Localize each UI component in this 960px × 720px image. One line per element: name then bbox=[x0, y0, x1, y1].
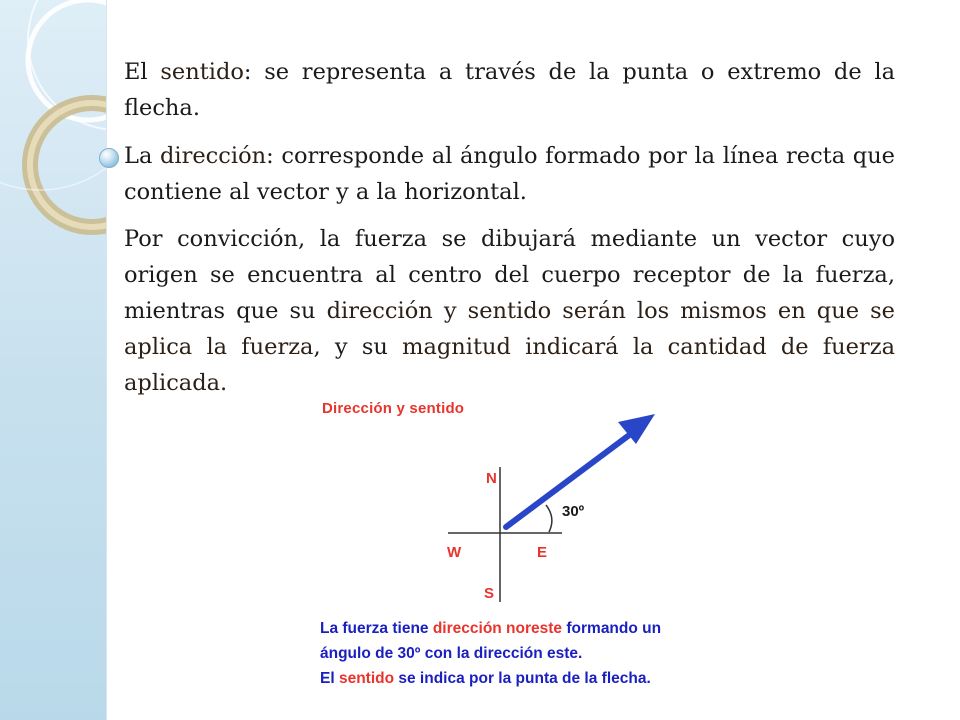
label-north: N bbox=[486, 470, 497, 487]
caption-line-1: La fuerza tiene dirección noreste formando un bbox=[320, 620, 662, 637]
term-sentido: sentido bbox=[160, 59, 244, 85]
paragraph-conviccion: Por convicción, la fuerza se dibujará mediante un vector cuyo origen se encuentra al centro del cuerpo receptor de la fuerza, mientras que su dirección y sentido serán los mismos en que se aplica la fuerza, y su magnitud indicará la cantidad de fuerza aplicada. bbox=[124, 226, 895, 396]
figure-caption bbox=[320, 616, 700, 691]
figure-title: Dirección y sentido bbox=[322, 400, 465, 417]
paragraph-direccion: La dirección: corresponde al ángulo formado por la línea recta que contiene al vector y a la horizontal. bbox=[124, 143, 895, 205]
decorative-sidebar bbox=[0, 0, 107, 720]
term-direccion-sentido: dirección y sentido serán los mismos en que se aplica la fuerza bbox=[124, 298, 895, 360]
decorative-circles bbox=[0, 0, 106, 720]
label-angle: 30º bbox=[562, 503, 585, 520]
caption-line-2: ángulo de 30º con la dirección este. bbox=[320, 645, 583, 662]
bullet-icon bbox=[99, 148, 119, 168]
label-west: W bbox=[447, 544, 462, 561]
compass-diagram bbox=[300, 392, 700, 622]
vector-diagram bbox=[300, 392, 700, 712]
label-south: S bbox=[484, 585, 495, 602]
label-east: E bbox=[537, 544, 548, 561]
angle-arc bbox=[546, 505, 552, 532]
paragraph-sentido: El sentido: se representa a través de la punta o extremo de la flecha. bbox=[124, 59, 895, 121]
term-magnitud: magnitud indicará la cantidad de fuerza aplicada. bbox=[124, 334, 895, 396]
caption-line-3: El sentido se indica por la punta de la flecha. bbox=[320, 670, 651, 687]
term-direccion: dirección bbox=[160, 143, 267, 169]
